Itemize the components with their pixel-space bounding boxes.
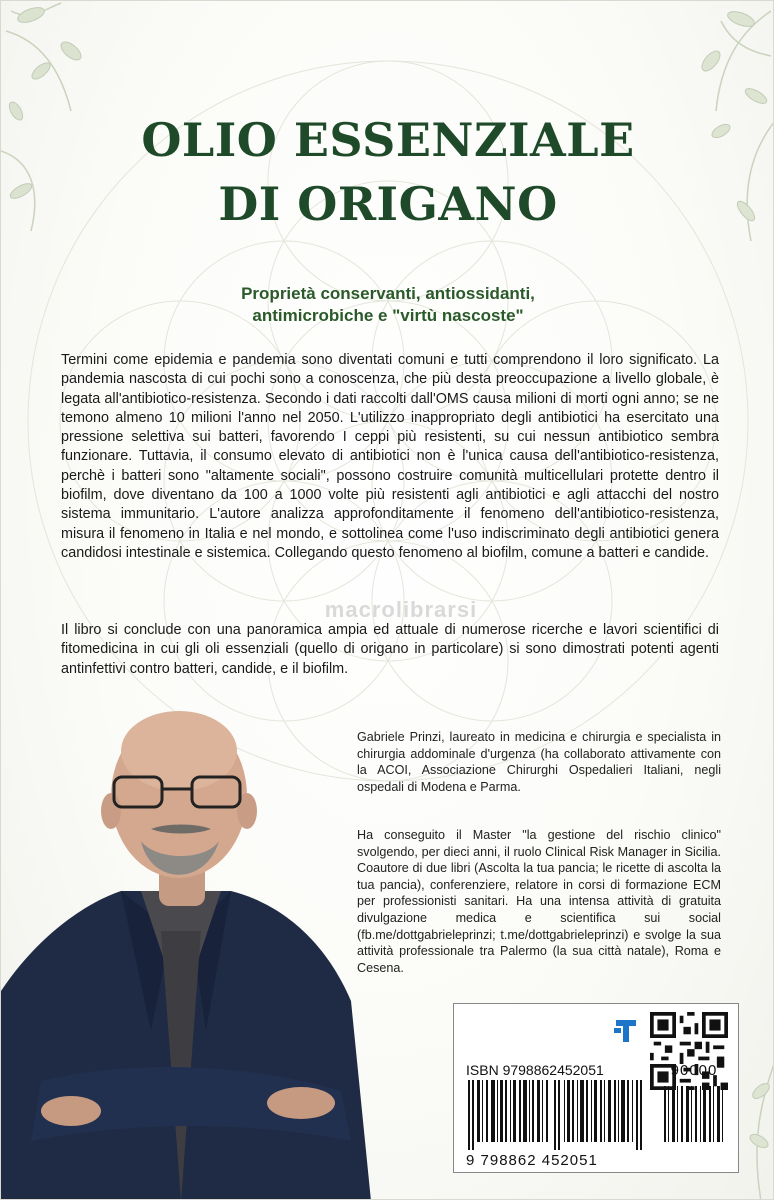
author-photo bbox=[1, 701, 371, 1200]
isbn-label: ISBN 9798862452051 bbox=[466, 1062, 604, 1078]
barcode-box bbox=[453, 1003, 739, 1173]
author-bio-paragraph-1: Gabriele Prinzi, laureato in medicina e chirurgia e specialista in chirurgia addominale d'urgenza (ha collaborato attivamente con la ACOI, Associazione Chirurghi Ospedalieri Italiani, negli ospedali di Modena e Parma. bbox=[357, 730, 721, 794]
subtitle bbox=[1, 283, 774, 327]
title-line-2: DI ORIGANO bbox=[218, 177, 558, 231]
watermark: macrolibrarsi bbox=[324, 597, 478, 622]
ean-barcode bbox=[464, 1080, 654, 1150]
description-paragraph-2: Il libro si conclude con una panoramica ampia ed attuale di numerose ricerche e lavori scientifici di fitomedicina in cui gli oli essenziali (quello di origano in particolare) si sono dimostrati potenti agenti antinfettivi contro batteri, candide, e il biofilm. bbox=[61, 622, 719, 677]
publisher-logo-icon bbox=[612, 1016, 640, 1044]
subtitle-line-1: Proprietà conservanti, antiossidanti, bbox=[241, 284, 535, 303]
barcode-addon-digits: 90000 bbox=[670, 1062, 718, 1079]
subtitle-line-2: antimicrobiche e "virtù nascoste" bbox=[252, 306, 524, 325]
barcode-digits: 9 798862 452051 bbox=[466, 1152, 598, 1169]
description-paragraph-1: Termini come epidemia e pandemia sono diventati comuni e tutti comprendono il loro significato. La pandemia nascosta di cui pochi sono a conoscenza, che più desta preoccupazione a livello globale, è legata all'antibiotico-resistenza. Secondo i dati raccolti dall'OMS causa milioni di morti ogni anno; se ne temono almeno 10 milioni l'anno nel 2050. L'utilizzo inappropriato degli antibiotici ha esercitato una pressione selettiva sui batteri, favorendo I ceppi più resistenti, su cui nessun antibiotico sembra funzionare. Tuttavia, il consumo elevato di antibiotici non è l'unica causa dell'antibiotico-resistenza, perchè i batteri sono "altamente sociali", possono costruire comunità multicellulari protette dentro il biofilm, dove diventano da 100 a 1000 volte più resistenti agli antibiotici e agli attacchi del nostro sistema immunitario. L'autore analizza approfonditamente il fenomeno dell'antibiotico-resistenza, misura il fenomeno in Italia e nel mondo, e sottolinea come l'uso indiscriminato degli antibiotici genera candidosi intestinale e sistemica. Collegando questo fenomeno al biofilm, comune a batteri e candide. bbox=[61, 352, 719, 561]
author-bio-paragraph-2: Ha conseguito il Master "la gestione del rischio clinico" svolgendo, per dieci anni, il ruolo Clinical Risk Manager in Sicilia. Coautore di due libri (Ascolta la tua pancia; le ricette di ascolta la tua pancia), conferenziere, relatore in corsi di formazione ECM per professionisti sanitari. Ha una intensa attività di gratuita divulgazione medica e scientifica sui social (fb.me/dottgabrieleprinzi; t.me/dottgabrieleprinzi) e svolge la sua attività professionale tra Palermo (la sua città natale), Roma e Cesena. bbox=[357, 828, 721, 975]
addon-barcode bbox=[662, 1080, 726, 1142]
title-line-1: OLIO ESSENZIALE bbox=[141, 113, 635, 167]
